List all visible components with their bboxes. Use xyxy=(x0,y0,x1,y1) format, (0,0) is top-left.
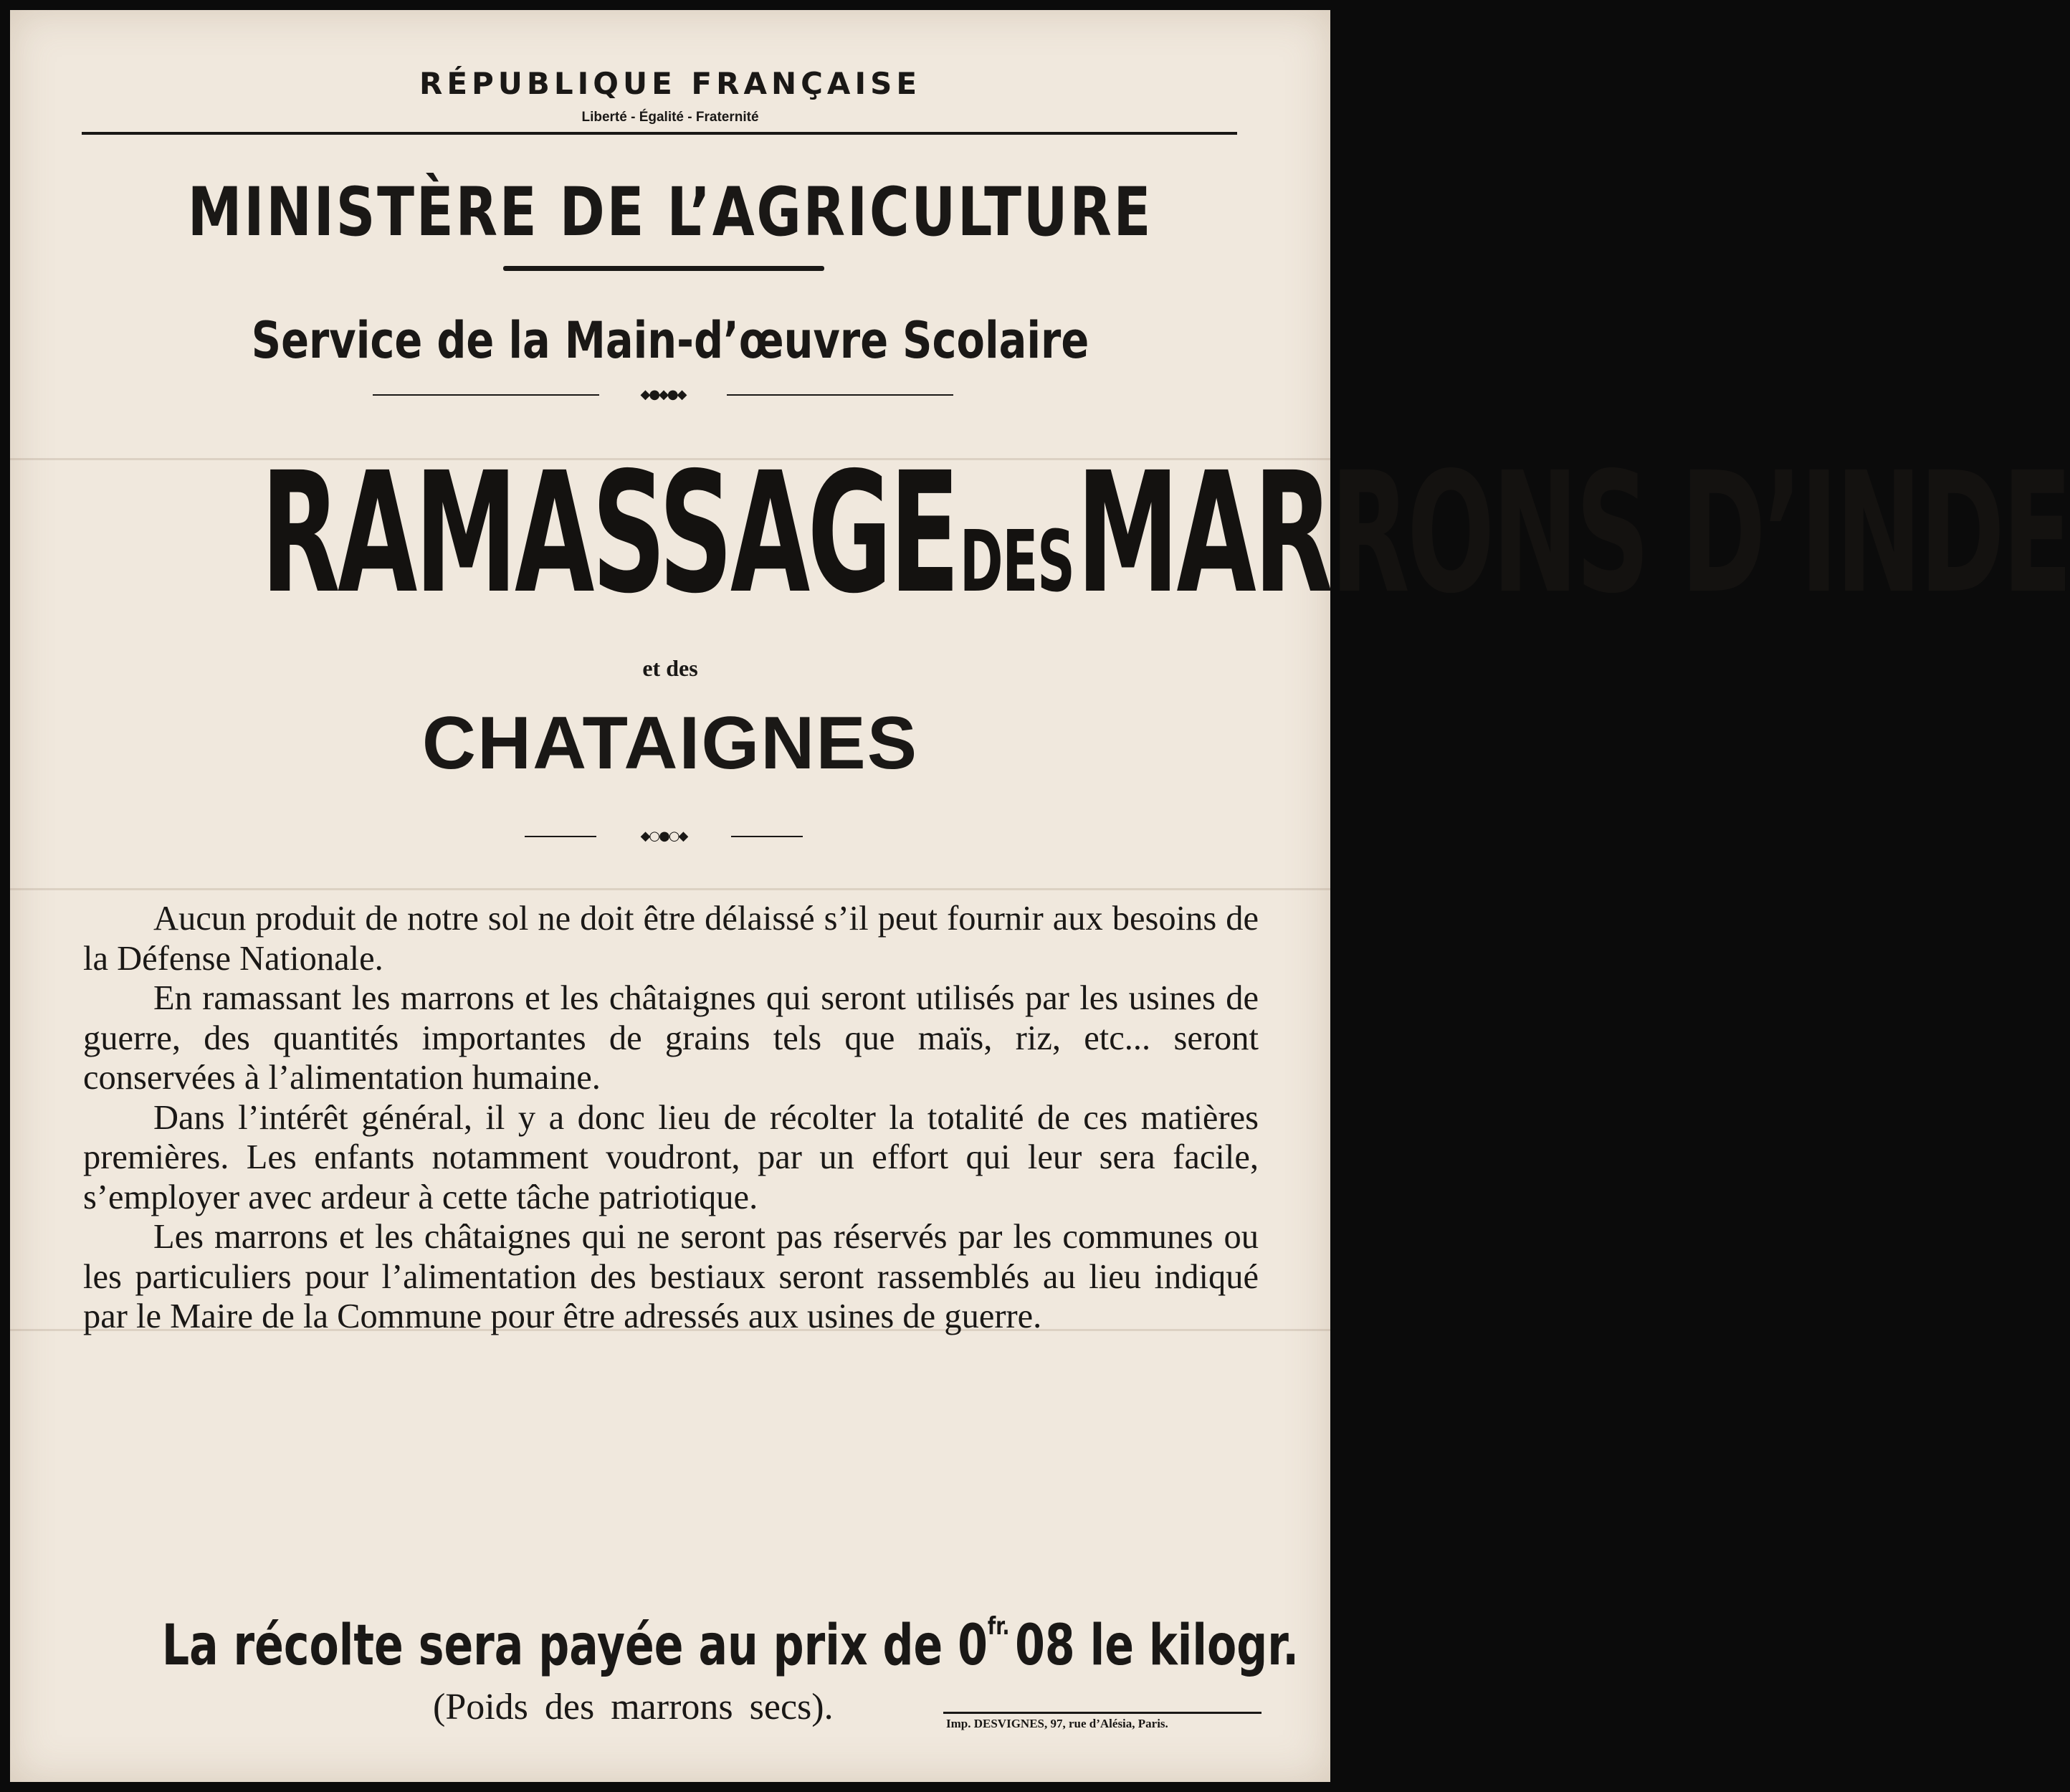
headline-ramassage: RAMASSAGE xyxy=(260,437,958,630)
weight-note: (Poids des marrons secs). xyxy=(433,1687,834,1727)
ornament-divider: ◆○●○◆ xyxy=(525,829,803,844)
headline-chataignes: CHATAIGNES xyxy=(421,702,919,785)
service-subtitle: Service de la Main-d’œuvre Scolaire xyxy=(251,311,1089,370)
paper-fold xyxy=(10,888,1330,890)
price-unit: fr. xyxy=(987,1612,1010,1641)
price-value: 08 le kilogr. xyxy=(1015,1614,1299,1678)
paragraph: Les marrons et les châtaignes qui ne seront pas réservés par les communes ou les particuliers pour l’alimentation des bestiaux seront rassemblés au lieu indiqué par le Maire de la Commune pour être adressés aux usines de guerre. xyxy=(83,1218,1259,1335)
body-text xyxy=(83,899,1259,1337)
printer-rule xyxy=(943,1712,1261,1714)
header-rule xyxy=(82,132,1237,135)
headline-marrons: MARRONS D’INDE xyxy=(1077,437,2070,630)
price-line xyxy=(161,1612,1299,1678)
paragraph: En ramassant les marrons et les châtaignes qui seront utilisés par les usines de guerre, des quantités importantes de grains tels que maïs, riz, etc... seront conservées à l’alimentation humaine. xyxy=(83,979,1259,1097)
paragraph: Aucun produit de notre sol ne doit être délaissé s’il peut fournir aux besoins de la Défense Nationale. xyxy=(83,900,1259,978)
headline-des: DES xyxy=(959,512,1074,611)
republic-header: RÉPUBLIQUE FRANÇAISE xyxy=(419,66,922,101)
republic-motto: Liberté - Égalité - Fraternité xyxy=(581,110,759,125)
ministry-title: MINISTÈRE DE L’AGRICULTURE xyxy=(187,173,1153,252)
printer-credit: Imp. DESVIGNES, 97, rue d’Alésia, Paris. xyxy=(946,1717,1168,1730)
headline xyxy=(260,437,2070,630)
paragraph: Dans l’intérêt général, il y a donc lieu de récolter la totalité de ces matières premières. Les enfants notamment voudront, par un effort qui leur sera facile, s’employer avec ardeur à cette tâche patriotique. xyxy=(83,1098,1259,1216)
poster-sheet xyxy=(10,10,2070,1782)
ministry-underline xyxy=(503,266,824,271)
price-text: La récolte sera payée au prix de 0 xyxy=(161,1614,988,1678)
headline-connector: et des xyxy=(642,655,698,681)
ornament-divider: ◆●◆●◆ xyxy=(373,388,953,402)
